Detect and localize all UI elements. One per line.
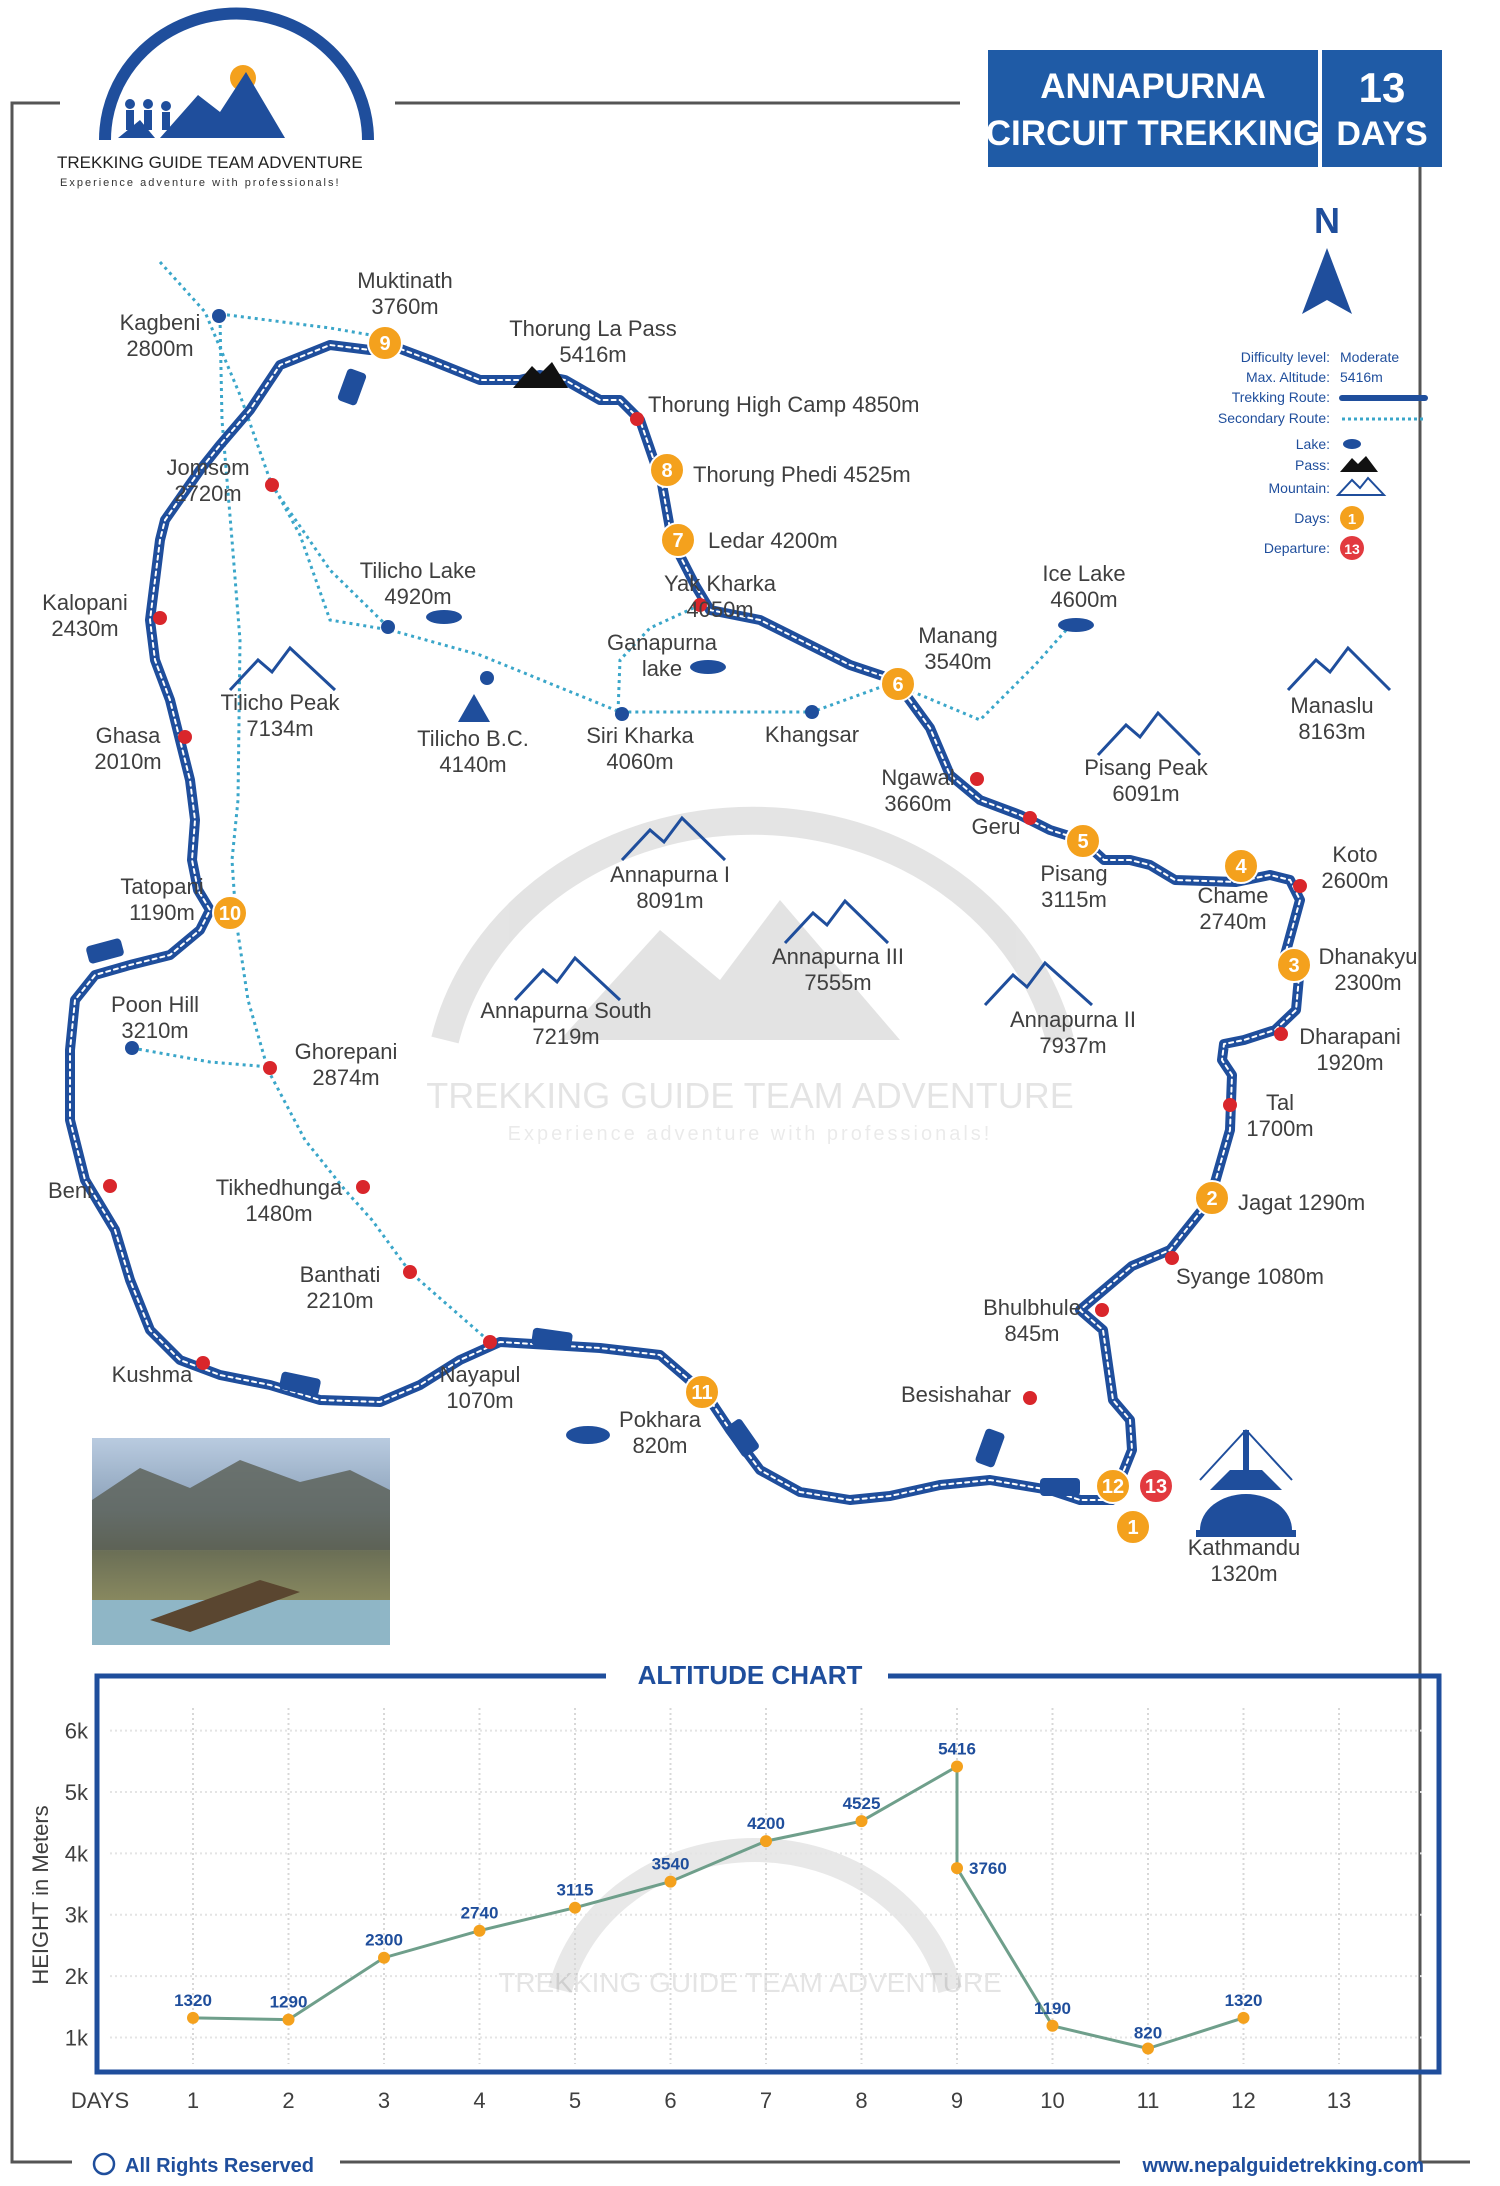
- day-marker-7-label: 7: [672, 530, 684, 552]
- altitude-point: [187, 2012, 199, 2024]
- chart-watermark-name: TREKKING GUIDE TEAM ADVENTURE: [498, 1967, 1002, 1998]
- title-line1: ANNAPURNA: [1040, 67, 1266, 106]
- place-altitude-label: 2720m: [174, 481, 242, 506]
- altitude-point: [569, 1902, 581, 1914]
- altitude-point-label: 1190: [1034, 1998, 1071, 2018]
- title-days-number: 13: [1358, 64, 1406, 111]
- x-tick-label: 10: [1040, 2088, 1065, 2113]
- place-name-label: Syange 1080m: [1176, 1264, 1324, 1289]
- place-name-label: Banthati: [299, 1262, 381, 1287]
- place-name-label: Manang: [918, 623, 998, 648]
- map-watermark-name: TREKKING GUIDE TEAM ADVENTURE: [426, 1075, 1074, 1116]
- place-name-label: Nayapul: [439, 1362, 521, 1387]
- y-tick-label: 6k: [64, 1718, 88, 1744]
- legend-mountain-icon: [1338, 478, 1384, 495]
- place-altitude-label: 4050m: [686, 597, 754, 622]
- altitude-point-label: 3115: [556, 1880, 594, 1900]
- place-name-label: Chame: [1197, 883, 1269, 908]
- legend-departure-marker-text: 13: [1344, 541, 1360, 557]
- legend-lake-icon: [1343, 439, 1361, 449]
- place-name-label: Koto: [1332, 842, 1378, 867]
- place-name-label: Muktinath: [357, 268, 453, 293]
- pokhara-lake-icon: [566, 1426, 610, 1444]
- x-tick-label: 12: [1231, 2088, 1256, 2113]
- place-name-label: Annapurna South: [480, 998, 652, 1023]
- x-tick-label: 5: [568, 2088, 582, 2113]
- place-altitude-label: 7134m: [246, 716, 314, 741]
- place-name-label: Annapurna II: [1010, 1007, 1136, 1032]
- legend-altitude-value: 5416m: [1340, 369, 1383, 385]
- place-name-label: Tilicho Peak: [220, 690, 340, 715]
- altitude-point-label: 820: [1133, 2023, 1163, 2043]
- place-altitude-label: 4920m: [384, 584, 452, 609]
- x-tick-label: 6: [664, 2088, 677, 2113]
- copyright-text: All Rights Reserved: [125, 2155, 314, 2177]
- legend-days-label: Days:: [1294, 510, 1330, 526]
- website-link[interactable]: www.nepalguidetrekking.com: [1142, 2155, 1424, 2177]
- title-days-word: DAYS: [1336, 115, 1428, 153]
- legend-route-label: Trekking Route:: [1231, 389, 1330, 405]
- x-tick-label: 9: [950, 2088, 964, 2113]
- day-marker-3-label: 3: [1288, 955, 1300, 977]
- x-tick-label: 8: [855, 2088, 868, 2113]
- place-name-label: Jagat 1290m: [1238, 1190, 1366, 1215]
- altitude-point-label: 2300: [365, 1930, 403, 1950]
- ice-lake-icon: [1058, 618, 1094, 632]
- legend-altitude-label: Max. Altitude:: [1245, 369, 1330, 385]
- place-name-label: Annapurna I: [610, 862, 730, 887]
- place-altitude-label: 2300m: [1334, 970, 1402, 995]
- place-altitude-label: 4140m: [439, 752, 507, 777]
- place-altitude-label: 8163m: [1298, 719, 1366, 744]
- landscape-photo: [92, 1438, 390, 1645]
- place-name-label: Jomsom: [166, 455, 250, 480]
- place-altitude-label: 2210m: [306, 1288, 374, 1313]
- compass-north-label: N: [1314, 200, 1340, 241]
- place-altitude-label: 1920m: [1316, 1050, 1384, 1075]
- altitude-chart-title: ALTITUDE CHART: [637, 1660, 863, 1690]
- place-name-label: Tal: [1265, 1090, 1295, 1115]
- altitude-point: [951, 1761, 963, 1773]
- place-name-label: Ice Lake: [1042, 561, 1126, 586]
- place-name-label: Tatopani: [120, 874, 204, 899]
- altitude-point-label: 3540: [651, 1854, 690, 1874]
- place-name-label: Dharapani: [1299, 1024, 1401, 1049]
- legend-difficulty-value: Moderate: [1340, 349, 1400, 365]
- place-name-label: Thorung Phedi 4525m: [693, 462, 911, 487]
- brand-name: TREKKING GUIDE TEAM ADVENTURE: [57, 153, 363, 172]
- place-labels: [42, 268, 1417, 1586]
- legend-secondary-label: Secondary Route:: [1217, 410, 1330, 426]
- day-marker-13-label: 13: [1144, 1476, 1168, 1498]
- vehicle-icons: [85, 368, 1080, 1496]
- place-altitude-label: 7555m: [804, 970, 872, 995]
- place-altitude-label: 1070m: [446, 1388, 514, 1413]
- place-name-label: Manaslu: [1290, 693, 1374, 718]
- legend-difficulty-label: Difficulty level:: [1240, 349, 1330, 365]
- x-tick-label: 1: [186, 2088, 200, 2113]
- map-legend: [1218, 349, 1425, 560]
- altitude-point: [665, 1876, 677, 1888]
- place-altitude-label: 3760m: [371, 294, 439, 319]
- day-marker-6-label: 6: [892, 674, 904, 696]
- altitude-point: [378, 1952, 390, 1964]
- altitude-point: [856, 1815, 868, 1827]
- x-tick-label: 3: [377, 2088, 391, 2113]
- place-altitude-label: 2600m: [1321, 868, 1389, 893]
- place-altitude-label: 2800m: [126, 336, 194, 361]
- x-tick-label: 7: [759, 2088, 773, 2113]
- place-name-label: Annapurna III: [771, 944, 905, 969]
- y-tick-label: 5k: [64, 1780, 88, 1806]
- place-name-label: Dhanakyu: [1318, 944, 1418, 969]
- place-name-label: Pokhara: [619, 1407, 701, 1432]
- place-name-label: Yak Kharka: [663, 571, 777, 596]
- tilicho-lake-icon: [426, 610, 462, 624]
- place-name-label: Geru: [971, 814, 1021, 839]
- x-tick-label: 13: [1326, 2088, 1352, 2113]
- altitude-point-label: 2740: [460, 1903, 499, 1923]
- day-marker-10-label: 10: [218, 903, 242, 925]
- place-altitude-label: 8091m: [636, 888, 704, 913]
- place-altitude-label: 3540m: [924, 649, 992, 674]
- altitude-point-label: 1320: [174, 1990, 212, 2010]
- place-name-label: Ganapurna: [606, 630, 718, 655]
- compass-arrow-icon: [1302, 248, 1352, 314]
- tilicho-bc-tent-icon: [458, 694, 490, 722]
- day-marker-5-label: 5: [1077, 831, 1089, 853]
- day-marker-4-label: 4: [1235, 856, 1247, 878]
- title-line2: CIRCUIT TREKKING: [985, 114, 1321, 153]
- place-altitude-label: 4600m: [1050, 587, 1118, 612]
- place-altitude-label: 2010m: [94, 749, 162, 774]
- brand-tagline: Experience adventure with professionals!: [60, 177, 341, 189]
- place-altitude-label: 3115m: [1041, 887, 1107, 912]
- place-name-label: Tilicho Lake: [359, 558, 477, 583]
- day-marker-8-label: 8: [661, 460, 673, 482]
- secondary-stop-markers: [125, 309, 819, 1055]
- place-name-label: Beni: [47, 1178, 93, 1203]
- place-name-label: Tilicho B.C.: [417, 726, 529, 751]
- place-name-label: Thorung High Camp 4850m: [648, 392, 920, 417]
- place-altitude-label: 6091m: [1112, 781, 1180, 806]
- place-altitude-label: lake: [641, 656, 683, 681]
- place-altitude-label: 3210m: [121, 1018, 189, 1043]
- place-name-label: Ghorepani: [294, 1039, 398, 1064]
- legend-departure-label: Departure:: [1263, 540, 1330, 556]
- y-tick-label: 3k: [64, 1902, 88, 1928]
- altitude-point-label: 1320: [1224, 1990, 1263, 2010]
- altitude-point-label: 4525: [842, 1794, 881, 1814]
- altitude-point: [1238, 2012, 1250, 2024]
- place-name-label: Pisang Peak: [1084, 755, 1208, 780]
- place-name-label: Kathmandu: [1187, 1535, 1301, 1560]
- place-altitude-label: 2430m: [51, 616, 119, 641]
- x-axis-label: DAYS: [70, 2088, 130, 2113]
- y-tick-label: 2k: [64, 1964, 88, 1990]
- place-name-label: Ledar 4200m: [708, 528, 838, 553]
- place-name-label: Khangsar: [764, 722, 860, 747]
- x-tick-label: 2: [282, 2088, 295, 2113]
- altitude-point: [474, 1925, 486, 1937]
- ganapurna-lake-icon: [690, 660, 726, 674]
- place-name-label: Thorung La Pass: [509, 316, 677, 341]
- altitude-point-label: 5416: [938, 1739, 976, 1759]
- legend-pass-icon: [1340, 456, 1378, 472]
- place-name-label: Kushma: [111, 1362, 193, 1387]
- altitude-point: [760, 1835, 772, 1847]
- place-altitude-label: 5416m: [559, 342, 627, 367]
- day-marker-1-label: 1: [1127, 1517, 1139, 1539]
- brand-logo: [105, 14, 368, 140]
- legend-day-marker-text: 1: [1347, 511, 1357, 528]
- place-altitude-label: 1320m: [1210, 1561, 1278, 1586]
- altitude-point: [951, 1862, 963, 1874]
- legend-lake-label: Lake:: [1295, 436, 1330, 452]
- place-altitude-label: 3660m: [884, 791, 952, 816]
- day-marker-12-label: 12: [1101, 1476, 1125, 1498]
- x-tick-label: 11: [1136, 2088, 1160, 2113]
- altitude-point: [1142, 2043, 1154, 2055]
- place-altitude-label: 1480m: [245, 1201, 313, 1226]
- legend-mountain-label: Mountain:: [1268, 480, 1330, 496]
- place-altitude-label: 1190m: [129, 900, 195, 925]
- y-axis-label: HEIGHT in Meters: [28, 1805, 53, 1985]
- place-name-label: Poon Hill: [110, 992, 200, 1017]
- route-stop-markers: [103, 412, 1307, 1405]
- trekking-route: [70, 337, 1300, 1500]
- place-altitude-label: 2874m: [312, 1065, 380, 1090]
- place-name-label: Besishahar: [900, 1382, 1012, 1407]
- legend-pass-label: Pass:: [1294, 457, 1330, 473]
- y-tick-label: 4k: [64, 1841, 88, 1867]
- day-marker-11-label: 11: [691, 1382, 713, 1404]
- place-altitude-label: 1700m: [1246, 1116, 1314, 1141]
- y-tick-label: 1k: [64, 2025, 88, 2051]
- place-altitude-label: 845m: [1004, 1321, 1060, 1346]
- altitude-series-line: [193, 1767, 1244, 2049]
- place-name-label: Tikhedhunga: [215, 1175, 343, 1200]
- place-altitude-label: 4060m: [606, 749, 674, 774]
- altitude-point: [1047, 2020, 1059, 2032]
- altitude-point-label: 3760: [969, 1859, 1007, 1879]
- place-name-label: Ghasa: [95, 723, 161, 748]
- day-marker-9-label: 9: [379, 333, 391, 355]
- place-name-label: Kagbeni: [119, 310, 201, 335]
- altitude-point: [283, 2014, 295, 2026]
- place-name-label: Siri Kharka: [586, 723, 694, 748]
- altitude-chart: [28, 1708, 1425, 2113]
- place-altitude-label: 7937m: [1039, 1033, 1107, 1058]
- day-marker-2-label: 2: [1206, 1188, 1218, 1210]
- place-name-label: Pisang: [1040, 861, 1108, 886]
- altitude-point-label: 1290: [269, 1992, 308, 2012]
- place-name-label: Bhulbhule: [983, 1295, 1081, 1320]
- place-name-label: Ngawal: [881, 765, 955, 790]
- place-altitude-label: 2740m: [1199, 909, 1267, 934]
- place-altitude-label: 7219m: [532, 1024, 600, 1049]
- kathmandu-stupa-icon: [1196, 1430, 1296, 1537]
- map-watermark-tagline: Experience adventure with professionals!: [507, 1123, 993, 1145]
- altitude-point-label: 4200: [747, 1814, 785, 1834]
- x-tick-label: 4: [473, 2088, 486, 2113]
- place-altitude-label: 820m: [632, 1433, 688, 1458]
- place-name-label: Kalopani: [42, 590, 128, 615]
